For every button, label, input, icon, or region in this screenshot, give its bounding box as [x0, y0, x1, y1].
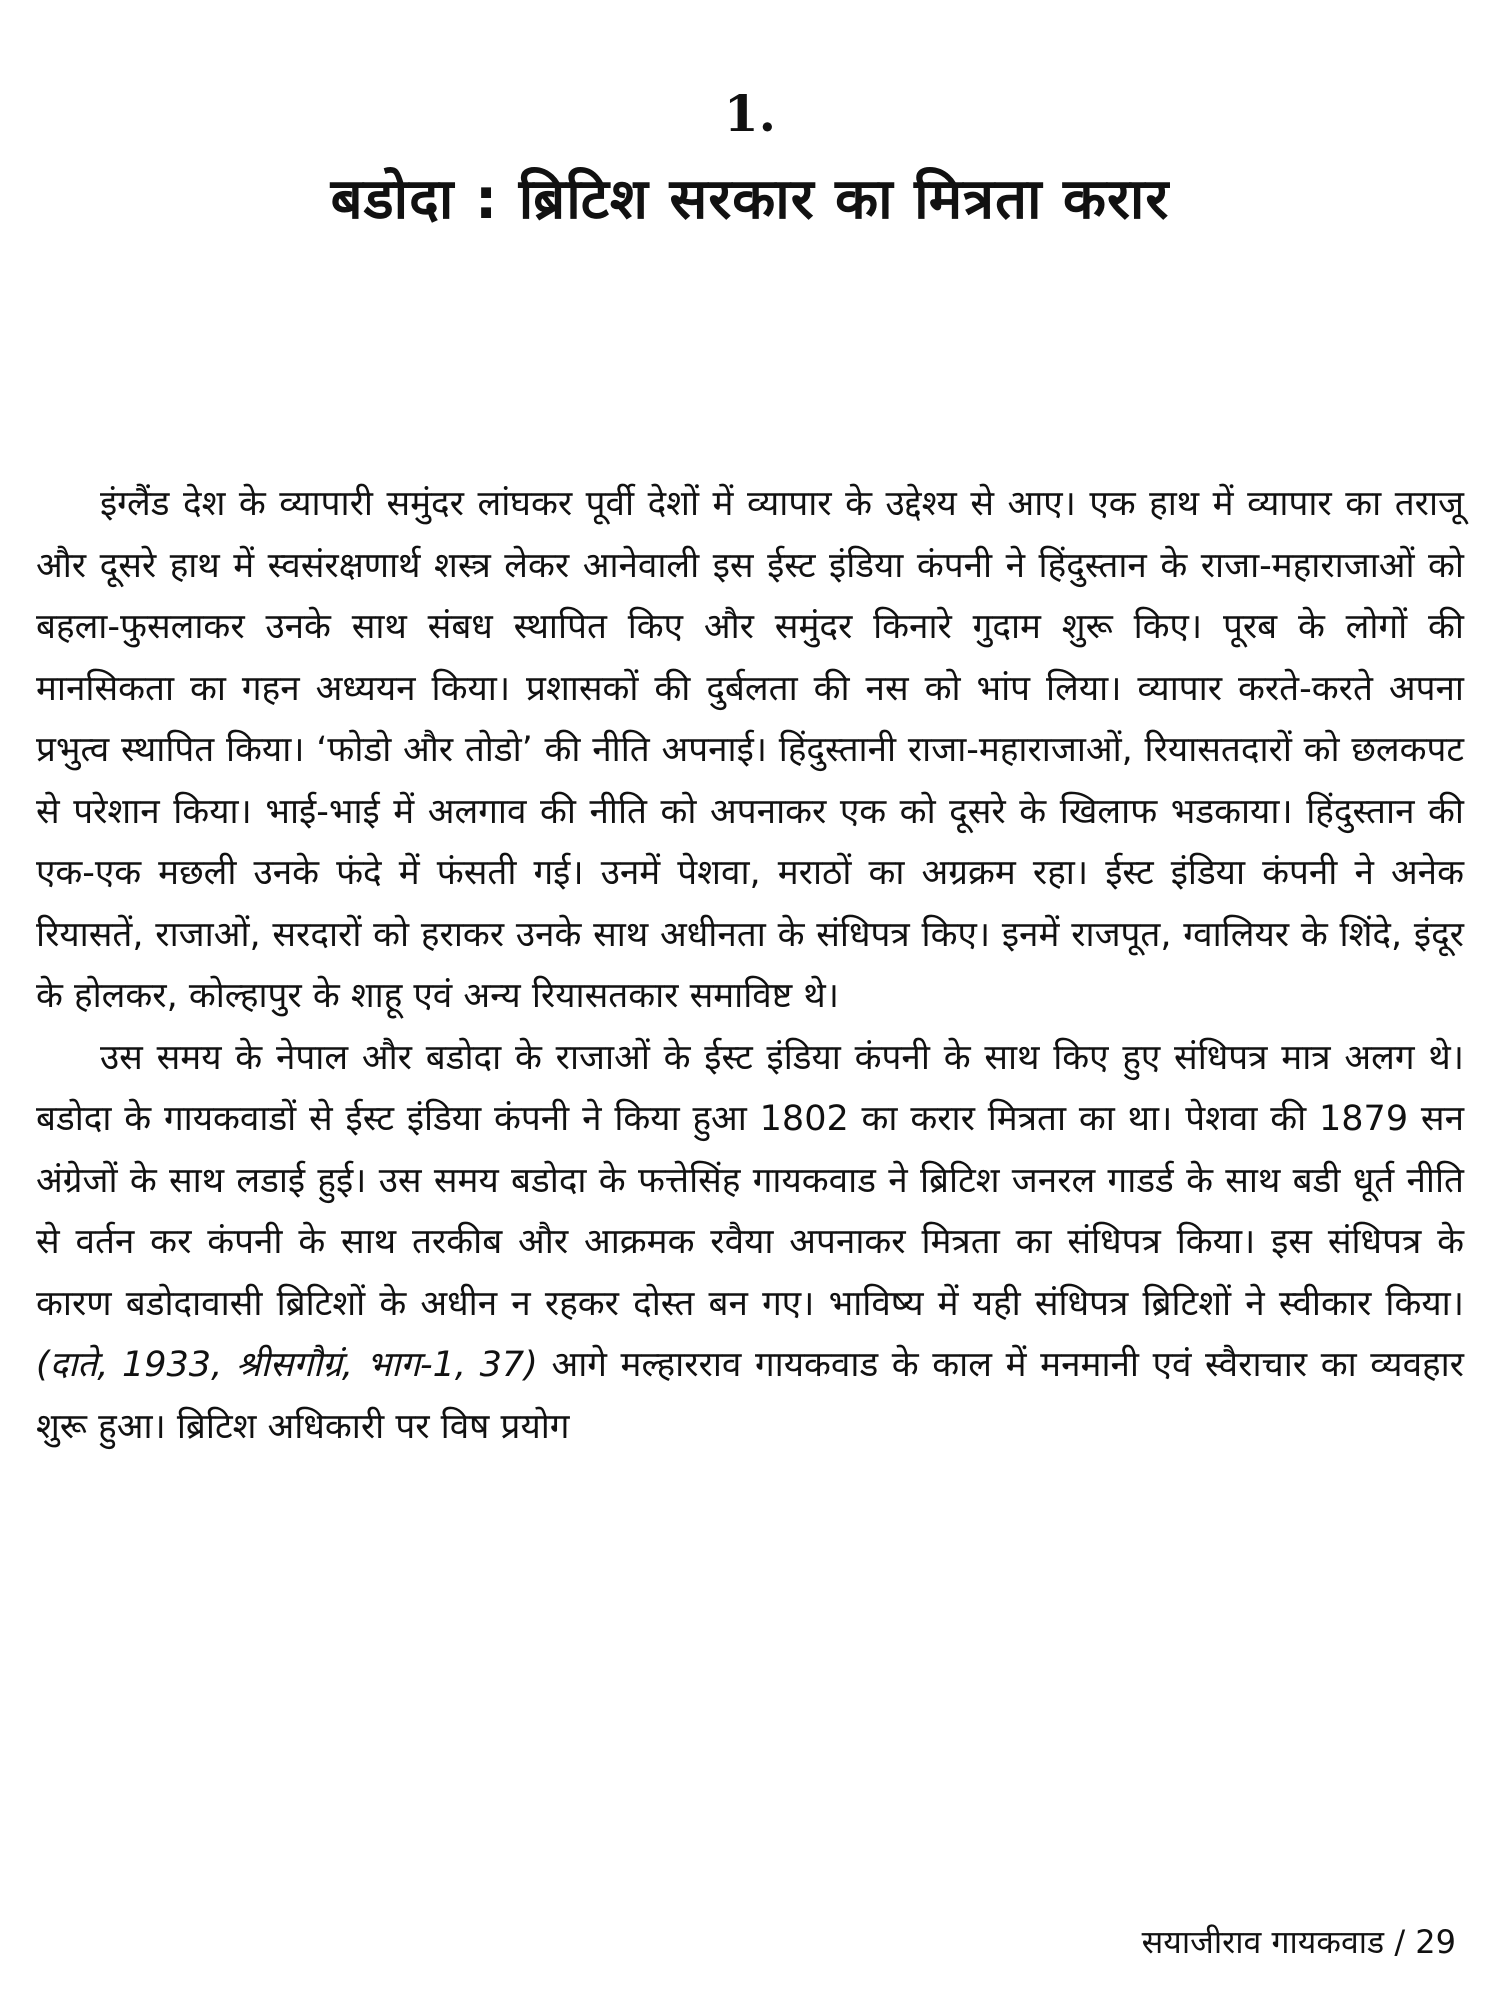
chapter-number: 1. — [723, 84, 777, 143]
page-footer — [1142, 1918, 1456, 1966]
paragraph-2-text-before: उस समय के नेपाल और बडोदा के राजाओं के ईस्ट इंडिया कंपनी के साथ किए हुए संधिपत्र मात्र अलग थे। बडोदा के गायकवाडों से ईस्ट इंडिया कंपनी ने किया हुआ 1802 का करार मित्रता का था। पेशवा की 1879 सन अंग्रेजों के साथ लडाई हुई। उस समय बडोदा के फत्तेसिंह गायकवाड ने ब्रिटिश जनरल गाडर्ड के साथ बडी धूर्त नीति से वर्तन कर कंपनी के साथ तरकीब और आक्रमक रवैया अपनाकर मित्रता का संधिपत्र किया। इस संधिपत्र के कारण बडोदावासी ब्रिटिशों के अधीन न रहकर दोस्त बन गए। भाविष्य में यही संधिपत्र ब्रिटिशों ने स्वीकार किया। — [36, 1037, 1464, 1324]
footer-separator: / — [1394, 1923, 1406, 1961]
paragraph-1: इंग्लैंड देश के व्यापारी समुंदर लांघकर पूर्वी देशों में व्यापार के उद्देश्य से आए। एक हाथ में व्यापार का तराजू और दूसरे हाथ में स्वसंरक्षणार्थ शस्त्र लेकर आनेवाली इस ईस्ट इंडिया कंपनी ने हिंदुस्तान के राजा-महाराजाओं को बहला-फुसलाकर उनके साथ संबध स्थापित किए और समुंदर किनारे गुदाम शुरू किए। पूरब के लोगों की मानसिकता का गहन अध्ययन किया। प्रशासकों की दुर्बलता की नस को भांप लिया। व्यापार करते-करते अपना प्रभुत्व स्थापित किया। ‘फोडो और तोडो’ की नीति अपनाई। हिंदुस्तानी राजा-महाराजाओं, रियासतदारों को छलकपट से परेशान किया। भाई-भाई में अलगाव की नीति को अपनाकर एक को दूसरे के खिलाफ भडकाया। हिंदुस्तान की एक-एक मछली उनके फंदे में फंसती गई। उनमें पेशवा, मराठों का अग्रक्रम रहा। ईस्ट इंडिया कंपनी ने अनेक रियासतें, राजाओं, सरदारों को हराकर उनके साथ अधीनता के संधिपत्र किए। इनमें राजपूत, ग्वालियर के शिंदे, इंदूर के होलकर, कोल्हापुर के शाहू एवं अन्य रियासतकार समाविष्ट थे। — [36, 484, 1464, 1016]
body-text — [36, 474, 1464, 1458]
page-number: 29 — [1415, 1923, 1456, 1961]
citation: (दाते, 1933, श्रीसगौग्रं, भाग-1, 37) — [36, 1345, 538, 1385]
paragraph-2-text-after: आगे मल्हारराव गायकवाड के काल में मनमानी एवं स्वैराचार का व्यवहार शुरू हुआ। ब्रिटिश अधिकारी पर विष प्रयोग — [36, 1345, 1464, 1447]
paragraph-2 — [36, 1028, 1464, 1459]
chapter-title: बडोदा : ब्रिटिश सरकार का मित्रता करार — [330, 167, 1170, 232]
running-title: सयाजीराव गायकवाड — [1141, 1923, 1385, 1961]
